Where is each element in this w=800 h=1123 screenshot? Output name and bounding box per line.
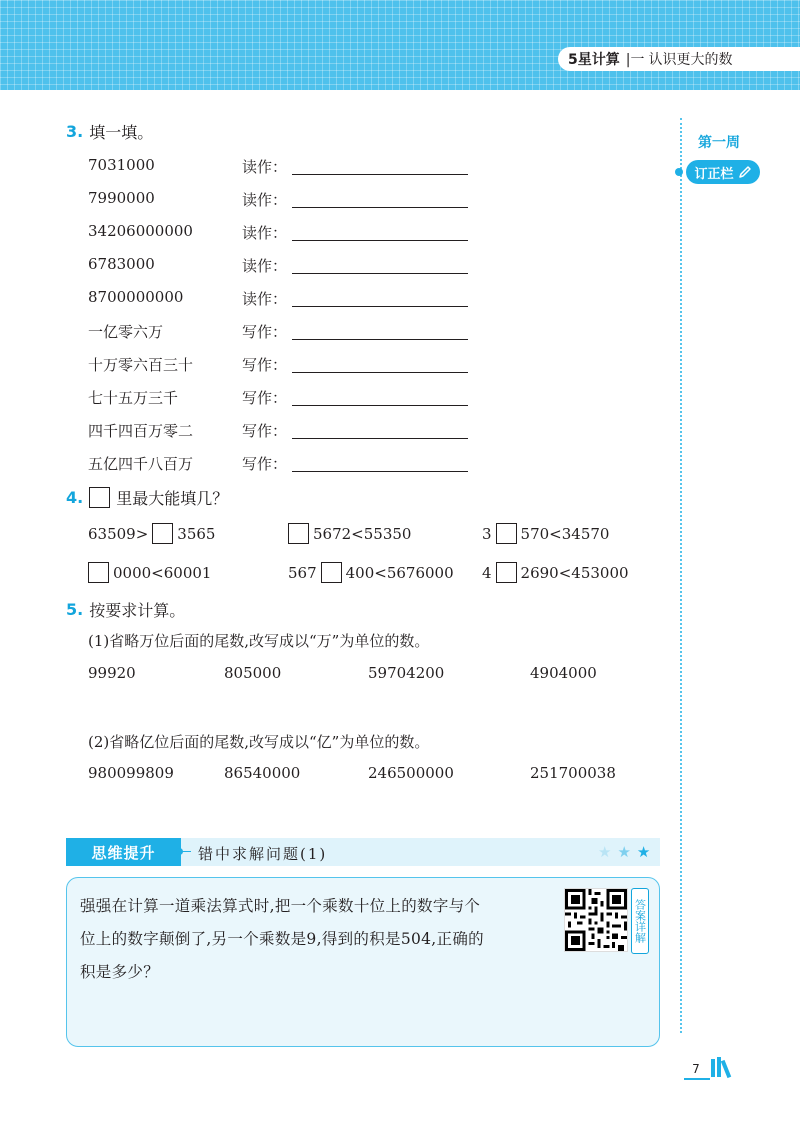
q3-verb: 读作： <box>242 191 288 209</box>
q3-verb: 读作： <box>242 257 288 275</box>
blank-box-icon <box>89 487 110 508</box>
q3-row <box>88 154 478 178</box>
q3-row <box>88 385 478 409</box>
q3-number: 3. <box>66 122 84 141</box>
digit-box[interactable] <box>88 562 109 583</box>
q3-row <box>88 253 478 277</box>
q3-value: 8700000000 <box>88 288 184 306</box>
digit-box[interactable] <box>152 523 173 544</box>
pencil-icon <box>738 165 752 179</box>
answer-line[interactable] <box>292 372 468 373</box>
q4-comparison <box>482 562 629 583</box>
thinking-title: 错中求解问题(1) <box>198 845 328 863</box>
answer-line[interactable] <box>292 306 468 307</box>
thinking-label: 思维提升 <box>66 838 181 866</box>
q4-comparison <box>482 523 609 544</box>
q3-value: 7031000 <box>88 156 155 174</box>
page-number: 7 <box>692 1062 700 1076</box>
q5-part2-value: 980099809 <box>88 764 174 782</box>
q3-row <box>88 187 478 211</box>
problem-text <box>80 890 560 989</box>
digit-box[interactable] <box>288 523 309 544</box>
answer-detail-tag[interactable]: 答案详解 <box>631 888 649 954</box>
qr-code-icon[interactable] <box>564 888 628 952</box>
header-unit-tab <box>558 47 800 71</box>
q3-value: 七十五万三千 <box>88 389 179 407</box>
digit-box[interactable] <box>321 562 342 583</box>
q3-verb: 写作： <box>242 389 288 407</box>
answer-line[interactable] <box>292 273 468 274</box>
q4-after: 2690<453000 <box>520 563 629 582</box>
q5-part2-value: 251700038 <box>530 764 616 782</box>
q3-value: 十万零六百三十 <box>88 356 194 374</box>
problem-line: 积是多少？ <box>80 963 160 981</box>
q5-number: 5. <box>66 600 84 619</box>
q5-part1-value: 805000 <box>224 664 282 682</box>
q4-after: 0000<60001 <box>113 563 212 582</box>
q4-comparison <box>88 523 215 544</box>
unit-title: 认识更大的数 <box>648 52 733 68</box>
answer-line[interactable] <box>292 471 468 472</box>
q5-part2-value: 86540000 <box>224 764 301 782</box>
correction-badge <box>686 160 760 184</box>
margin-divider <box>680 118 682 1033</box>
q5-heading <box>66 598 185 621</box>
q3-row <box>88 286 478 310</box>
q3-row <box>88 352 478 376</box>
q5-part2-prompt: (2)省略亿位后面的尾数,改写成以“亿”为单位的数。 <box>88 733 430 751</box>
header-separator: |一 <box>625 52 645 68</box>
q3-value: 6783000 <box>88 255 155 273</box>
q3-verb: 写作： <box>242 323 288 341</box>
badge-bullet <box>675 168 683 176</box>
q5-part1-value: 4904000 <box>530 664 597 682</box>
q4-before: 3 <box>482 524 492 543</box>
problem-line: 位上的数字颠倒了,另一个乘数是9,得到的积是504,正确的 <box>80 930 484 948</box>
q3-verb: 写作： <box>242 455 288 473</box>
q3-verb: 读作： <box>242 158 288 176</box>
answer-line[interactable] <box>292 405 468 406</box>
header-band <box>0 0 800 90</box>
q3-prompt: 填一填。 <box>89 123 154 142</box>
q3-value: 五亿四千八百万 <box>88 455 194 473</box>
answer-line[interactable] <box>292 174 468 175</box>
q3-value: 7990000 <box>88 189 155 207</box>
q4-comparison <box>288 523 411 544</box>
q3-value: 一亿零六万 <box>88 323 164 341</box>
digit-box[interactable] <box>496 562 517 583</box>
q4-comparison <box>288 562 454 583</box>
q3-row <box>88 220 478 244</box>
q3-verb: 写作： <box>242 422 288 440</box>
q3-row <box>88 418 478 442</box>
q4-before: 567 <box>288 563 317 582</box>
q4-comparison <box>88 562 211 583</box>
q4-after: 5672<55350 <box>313 524 412 543</box>
q5-part1-value: 99920 <box>88 664 136 682</box>
correction-label: 订正栏 <box>694 166 734 182</box>
page-number-underline <box>684 1078 710 1080</box>
connector-line <box>181 851 191 852</box>
star-icon: ★ <box>617 843 631 861</box>
brand-label: 5星计算 <box>568 52 620 68</box>
q3-value: 四千四百万零二 <box>88 422 194 440</box>
q4-before: 4 <box>482 563 492 582</box>
books-icon <box>710 1056 740 1080</box>
answer-line[interactable] <box>292 207 468 208</box>
problem-line: 强强在计算一道乘法算式时,把一个乘数十位上的数字与个 <box>80 897 481 915</box>
difficulty-stars <box>598 843 650 861</box>
answer-line[interactable] <box>292 339 468 340</box>
q4-after: 570<34570 <box>520 524 610 543</box>
q3-row <box>88 451 478 475</box>
q5-part1-value: 59704200 <box>368 664 445 682</box>
q4-after: 400<5676000 <box>345 563 454 582</box>
q5-part1-prompt: (1)省略万位后面的尾数,改写成以“万”为单位的数。 <box>88 632 430 650</box>
q3-verb: 写作： <box>242 356 288 374</box>
q4-before: 63509> <box>88 524 149 543</box>
star-icon: ★ <box>598 843 612 861</box>
q3-verb: 读作： <box>242 290 288 308</box>
digit-box[interactable] <box>496 523 517 544</box>
q3-verb: 读作： <box>242 224 288 242</box>
q4-after: 3565 <box>177 524 216 543</box>
answer-line[interactable] <box>292 438 468 439</box>
q3-row <box>88 319 478 343</box>
q4-number: 4. <box>66 488 84 507</box>
q3-value: 34206000000 <box>88 222 193 240</box>
star-icon: ★ <box>636 843 651 861</box>
q4-prompt: 里最大能填几？ <box>116 489 229 508</box>
q5-prompt: 按要求计算。 <box>89 601 186 620</box>
q5-part2-value: 246500000 <box>368 764 454 782</box>
q3-heading <box>66 120 153 143</box>
week-label: 第一周 <box>698 135 740 151</box>
answer-line[interactable] <box>292 240 468 241</box>
q4-heading <box>66 486 228 509</box>
